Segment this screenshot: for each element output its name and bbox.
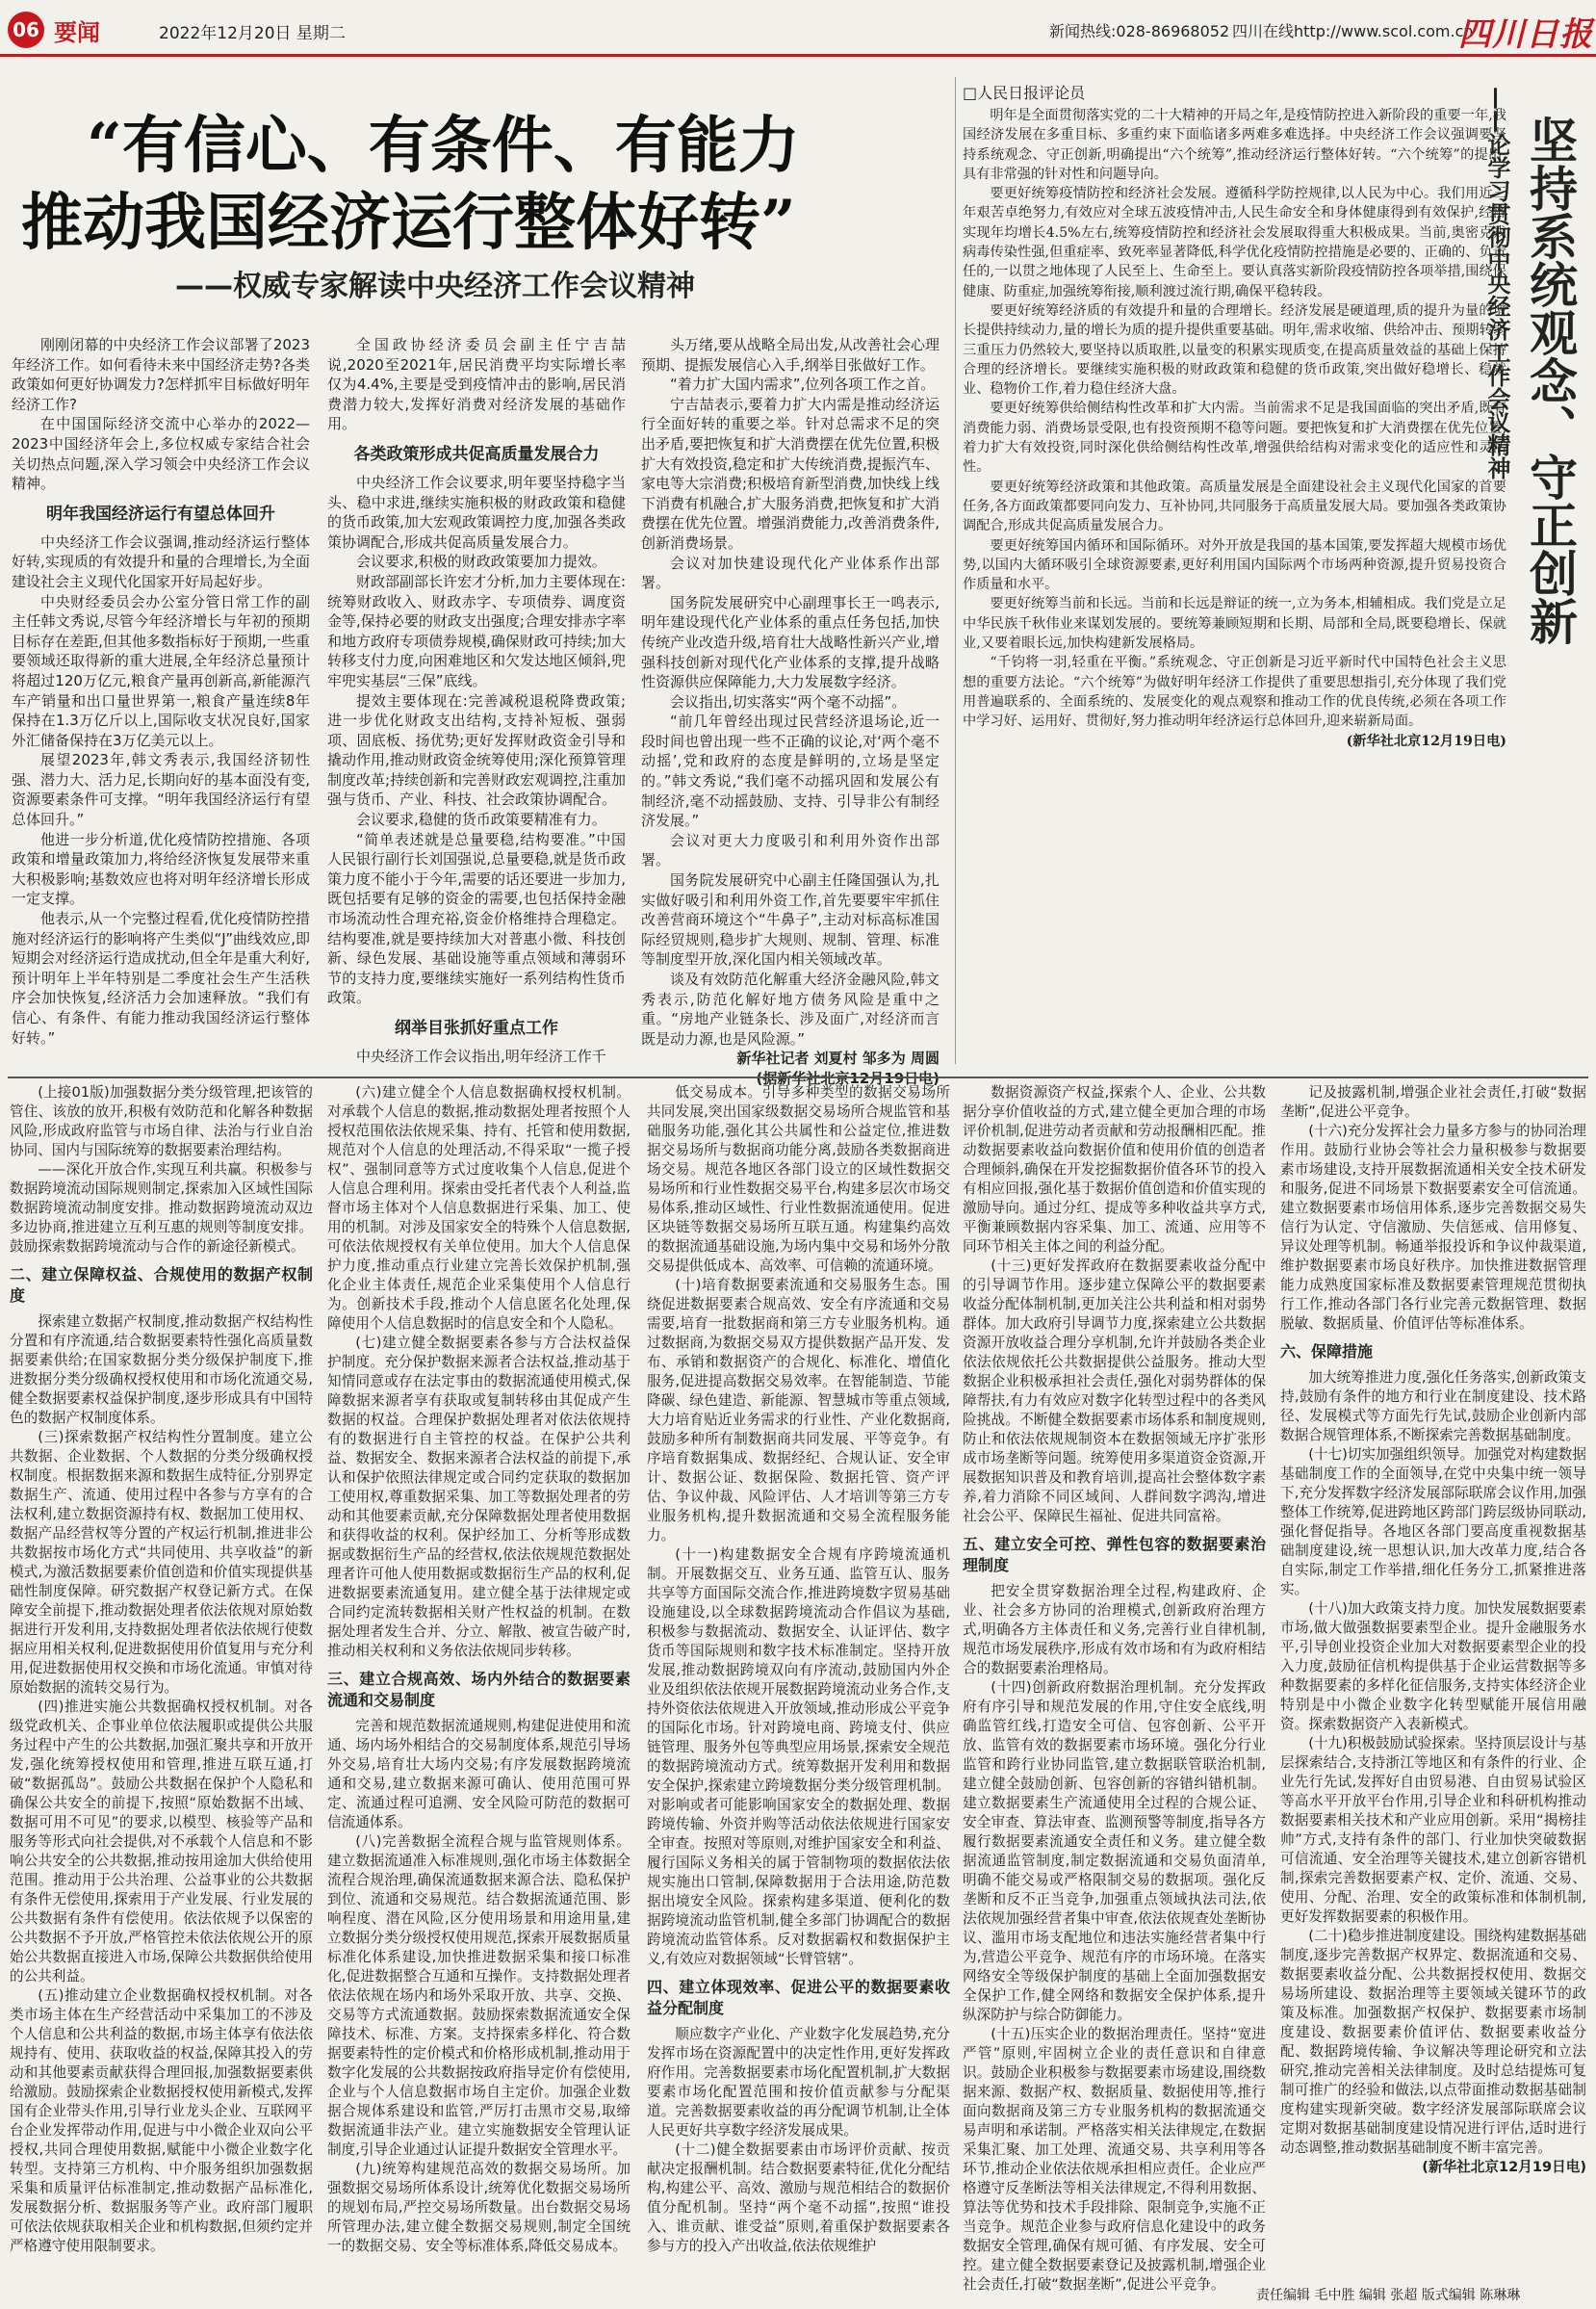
paragraph: 会议要求,积极的财政政策要加力提效。	[356, 553, 606, 571]
paragraph: ——深化开放合作,实现互利共赢。积极参与数据跨境流动国际规则制定,探索加入区域性国际数据跨境流动制度安排。推动数据跨境流动双边多边协商,推进建立互利互惠的规则等制度安排。鼓励探索数据跨境流动与合作的新途径新模式。	[10, 1161, 313, 1255]
section-heading: 五、建立安全可控、弹性包容的数据要素治理制度	[963, 1535, 1266, 1574]
paragraph: (十八)加大政策支持力度。加快发展数据要素市场,做大做强数据要素型企业。提升金融服务水平,引导创业投资企业加大对数据要素型企业的投入力度,鼓励征信机构提供基于企业运营数据等多种数据要素的多样化征信服务,支持实体经济企业特别是中小微企业数字化转型赋能开展信用融资。探索数据资产入表新模式。	[1280, 1600, 1586, 1732]
page-number: 06	[13, 18, 39, 41]
paragraph: “着力扩大国内需求”,位列各项工作之首。	[670, 376, 936, 394]
editor-credits: 责任编辑 毛中胜 编辑 张超 版式编辑 陈琳琳	[1256, 2288, 1521, 2303]
paragraph: 会议要求,稳健的货币政策要精准有力。	[356, 811, 606, 829]
section-heading: 各类政策形成共促高质量发展合力	[353, 444, 600, 464]
paragraph: (九)统筹构建规范高效的数据交易场所。加强数据交易场所体系设计,统筹优化数据交易场所的规划布局,严控交易场所数量。出台数据交易场所管理办法,建立健全数据交易规则,制定全国统一的数据交易、安全等标准体系,降低交易成本。	[327, 2161, 631, 2254]
top-article-column-2	[327, 335, 626, 1072]
paragraph: (七)建立健全数据要素各参与方合法权益保护制度。充分保护数据来源者合法权益,推动基于知情同意或存在法定事由的数据流通使用模式,保障数据来源者享有获取或复制转移由其促成产生数据的权益。合理保护数据处理者对依法依规持有的数据进行自主管控的权益。在保护公共利益、数据安全、数据来源者合法权益的前提下,承认和保护依照法律规定或合同约定获取的数据加工使用权,尊重数据采集、加工等数据处理者的劳动和其他要素贡献,充分保障数据处理者使用数据和获得收益的权利。保护经加工、分析等形成数据或数据衍生产品的经营权,依法依规规范数据处理者许可他人使用数据或数据衍生产品的权利,促进数据要素流通复用。建立健全基于法律规定或合同约定流转数据相关财产性权益的机制。在数据处理者发生合并、分立、解散、被宣告破产时,推动相关权利和义务依法依规同步转移。	[327, 1335, 631, 1659]
paragraph: 他进一步分析道,优化疫情防控措施、各项政策和增量政策加力,将给经济恢复发展带来重大积极影响;基数效应也将对明年经济增长形成一定支撑。	[12, 830, 310, 908]
paragraph: (上接01版)加强数据分类分级管理,把该管的管住、该放的放开,积极有效防范和化解各种数据风险,形成政府监管与市场自律、法治与行业自治协同、国内与国际统筹的数据要素治理结构。	[10, 1084, 313, 1158]
paragraph: 头万绪,要从战略全局出发,从改善社会心理预期、提振发展信心入手,纲举目张做好工作。	[641, 336, 940, 374]
paragraph: 会议指出,切实落实“两个毫不动摇”。	[670, 692, 907, 711]
signature: (新华社北京12月19日电)	[1422, 2159, 1586, 2175]
paragraph: 低交易成本。引导多种类型的数据交易场所共同发展,突出国家级数据交易场所合规监管和基础服务功能,强化其公共属性和公益定位,推进数据交易场所与数据商功能分离,鼓励各类数据商进场交易。规范各地区各部门设立的区域性数据交易场所和行业性数据交易平台,构建多层次市场交易体系,推动区域性、行业性数据流通使用。促进区块链等数据交易场所互联互通。构建集约高效的数据流通基础设施,为场内集中交易和场外分散交易提供低成本、高效率、可信赖的流通环境。	[647, 1084, 950, 1274]
bottom-column-1	[10, 1083, 313, 2282]
section-heading: 明年我国经济运行有望总体回升	[46, 504, 275, 524]
paragraph: (十二)健全数据要素由市场评价贡献、按贡献决定报酬机制。结合数据要素特征,优化分配结构,构建公平、高效、激励与规范相结合的数据价值分配机制。坚持“两个毫不动摇”,按照“谁投入、谁贡献、谁受益”原则,着重保护数据要素各参与方的投入产出收益,依法依规维护	[647, 2141, 950, 2254]
paragraph: (十九)积极鼓励试验探索。坚持顶层设计与基层探索结合,支持浙江等地区和有条件的行业、企业先行先试,发挥好自由贸易港、自由贸易试验区等高水平开放平台作用,引导企业和科研机构推动数据要素相关技术和产业应用创新。采用“揭榜挂帅”方式,支持有条件的部门、行业加快突破数据可信流通、安全治理等关键技术,建立创新容错机制,探索完善数据要素产权、定价、流通、交易、使用、分配、治理、安全的政策标准和体制机制,更好发挥数据要素的积极作用。	[1280, 1735, 1586, 1925]
paragraph: (五)推动建立企业数据确权授权机制。对各类市场主体在生产经营活动中采集加工的不涉及个人信息和公共利益的数据,市场主体享有依法依规持有、使用、获取收益的权益,保障其投入的劳动和其他要素贡献获得合理回报,加强数据要素供给激励。鼓励探索企业数据授权使用新模式,发挥国有企业带头作用,引导行业龙头企业、互联网平台企业发挥带动作用,促进与中小微企业双向公平授权,共同合理使用数据,赋能中小微企业数字化转型。支持第三方机构、中介服务组织加强数据采集和质量评估标准制定,推动数据产品标准化,发展数据分析、数据服务等产业。政府部门履职可依法依规获取相关企业和机构数据,但须约定并严格遵守使用限制要求。	[10, 1987, 313, 2254]
paragraph: 在中国国际经济交流中心举办的2022—2023中国经济年会上,多位权威专家结合社会关切热点问题,深入学习领会中央经济工作会议精神。	[12, 415, 310, 493]
commentary-credit: (新华社北京12月19日电)	[1346, 733, 1506, 749]
commentary-byline: □人民日报评论员	[963, 84, 1086, 102]
paragraph: (十七)切实加强组织领导。加强党对构建数据基础制度工作的全面领导,在党中央集中统一领导下,充分发挥数字经济发展部际联席会议作用,加强整体工作统筹,促进跨地区跨部门跨层级协同联动,强化督促指导。各地区各部门要高度重视数据基础制度建设,统一思想认识,加大改革力度,结合各自实际,制定工作举措,细化任务分工,抓紧推进落实。	[1280, 1446, 1586, 1597]
commentary-paragraph: 要更好统筹供给侧结构性改革和扩大内需。当前需求不足是我国面临的突出矛盾,既有消费能力弱、消费场景受限,也有投资预期不稳等问题。要把恢复和扩大消费摆在优先位置,着力扩大有效投资,同时深化供给侧结构性改革,增强供给结构对需求变化的适应性和灵活性。	[963, 401, 1506, 476]
commentary-paragraph: 要更好统筹经济政策和其他政策。高质量发展是全面建设社会主义现代化国家的首要任务,各方面政策都要同向发力、互补协同,共同服务于高质量发展大局。要加强各类政策协调配合,形成共促高质量发展合力。	[963, 479, 1506, 534]
header-rule	[0, 54, 1596, 57]
paragraph: 中央财经委员会办公室分管日常工作的副主任韩文秀说,尽管今年经济增长与年初的预期目标存在差距,但其他多数指标好于预期,一些重要领域还取得新的重大进展,全年经济总量预计将超过120万亿元,粮食产量再创新高,新能源汽车产销量和出口量世界第一,粮食产量连续8年保持在1.3万亿斤以上,国际收支状况良好,国家外汇储备保持在3万亿美元以上。	[12, 592, 310, 749]
section-heading: 三、建立合规高效、场内外结合的数据要素流通和交易制度	[327, 1670, 631, 1709]
section-heading: 二、建立保障权益、合规使用的数据产权制度	[10, 1265, 313, 1305]
section-heading: 六、保障措施	[1280, 1342, 1374, 1361]
commentary-paragraph: 明年是全面贯彻落实党的二十大精神的开局之年,是疫情防控进入新阶段的重要一年,我国经济发展在多重目标、多重约束下面临诸多两难多难选择。中央经济工作会议强调要坚持系统观念、守正创新,明确提出“六个统筹”,推动经济运行整体好转。“六个统筹”的提出,具有非常强的针对性和问题导向。	[963, 108, 1506, 182]
paragraph: (八)完善数据全流程合规与监管规则体系。建立数据流通准入标准规则,强化市场主体数据全流程合规治理,确保流通数据来源合法、隐私保护到位、流通和交易规范。结合数据流通范围、影响程度、潜在风险,区分使用场景和用途用量,建立数据分类分级授权使用规范,探索开展数据质量标准化体系建设,加快推进数据采集和接口标准化,促进数据整合互通和互操作。支持数据处理者依法依规在场内和场外采取开放、共享、交换、交易等方式流通数据。鼓励探索数据流通安全保障技术、标准、方案。支持探索多样化、符合数据要素特性的定价模式和价格形成机制,推动用于数字化发展的公共数据按政府指导定价有偿使用,企业与个人信息数据市场自主定价。加强企业数据合规体系建设和监管,严厉打击黑市交易,取缔数据流通非法产业。建立实施数据安全管理认证制度,引导企业通过认证提升数据安全管理水平。	[327, 1833, 631, 2158]
paragraph: 数据资源资产权益,探索个人、企业、公共数据分享价值收益的方式,建立健全更加合理的市场评价机制,促进劳动者贡献和劳动报酬相匹配。推动数据要素收益向数据价值和使用价值的创造者合理倾斜,确保在开发挖掘数据价值各环节的投入有相应回报,强化基于数据价值创造和价值实现的激励导向。通过分红、提成等多种收益共享方式,平衡兼顾数据内容采集、加工、流通、应用等不同环节相关主体之间的利益分配。	[963, 1084, 1266, 1255]
commentary-paragraph: 要更好统筹国内循环和国际循环。对外开放是我国的基本国策,要发挥超大规模市场优势,以国内大循环吸引全球资源要素,更好利用国内国际两个市场两种资源,提升贸易投资合作质量和水平。	[963, 537, 1506, 593]
website: 四川在线http://www.scol.com.cn	[1232, 22, 1474, 40]
paragraph: (十)培育数据要素流通和交易服务生态。围绕促进数据要素合规高效、安全有序流通和交易需要,培育一批数据商和第三方专业服务机构。通过数据商,为数据交易双方提供数据产品开发、发布、承销和数据资产的合规化、标准化、增值化服务,促进提高数据交易效率。在智能制造、节能降碳、绿色建造、新能源、智慧城市等重点领域,大力培育贴近业务需求的行业性、产业化数据商,鼓励多种所有制数据商共同发展、平等竞争。有序培育数据集成、数据经纪、合规认证、安全审计、数据公证、数据保险、数据托管、资产评估、争议仲裁、风险评估、人才培训等第三方专业服务机构,提升数据流通和交易全流程服务能力。	[647, 1277, 950, 1544]
paragraph: (十四)创新政府数据治理机制。充分发挥政府有序引导和规范发展的作用,守住安全底线,明确监管红线,打造安全可信、包容创新、公平开放、监管有效的数据要素市场环境。强化分行业监管和跨行业协同监管,建立数据联管联治机制,建立健全鼓励创新、包容创新的容错纠错机制。建立数据要素生产流通使用全过程的合规公证、安全审查、算法审查、监测预警等制度,指导各方履行数据要素流通安全责任和义务。建立健全数据流通监管制度,制定数据流通和交易负面清单,明确不能交易或严格限制交易的数据项。强化反垄断和反不正当竞争,加强重点领域执法司法,依法依规加强经营者集中审查,依法依规查处垄断协议、滥用市场支配地位和违法实施经营者集中行为,营造公平竞争、规范有序的市场环境。在落实网络安全等级保护制度的基础上全面加强数据安全保护工作,健全网络和数据安全保护体系,提升纵深防护与综合防御能力。	[963, 1679, 1266, 2023]
bottom-column-2	[327, 1083, 631, 2282]
paragraph: “简单表述就是总量要稳,结构要准。”中国人民银行副行长刘国强说,总量要稳,就是货币政策力度不能小于今年,需要的话还要进一步加力,既包括要有足够的资金的需要,也包括保持金融市场流动性合理充裕,资金价格维持合理稳定。结构要准,就是要持续加大对普惠小微、科技创新、绿色发展、基础设施等重点领域和薄弱环节的支持力度,要继续实施好一系列结构性货币政策。	[327, 830, 626, 1007]
paragraph: “前几年曾经出现过民营经济退场论,近一段时间也曾出现一些不正确的议论,对‘两个毫不动摇’,党和政府的态度是鲜明的,立场是坚定的。”韩文秀说,“我们毫不动摇巩固和发展公有制经济,毫不动摇鼓励、支持、引导非公有制经济发展。”	[641, 713, 940, 830]
paragraph: 国务院发展研究中心副理事长王一鸣表示,明年建设现代化产业体系的重点任务包括,加快传统产业改造升级,培育壮大战略性新兴产业,增强科技创新对现代化产业体系的支撑,提升战略性资源供应保障能力,大力发展数字经济。	[641, 593, 940, 691]
paragraph: 会议对更大力度吸引和利用外资作出部署。	[641, 831, 940, 869]
paragraph: (十五)压实企业的数据治理责任。坚持“宽进严管”原则,牢固树立企业的责任意识和自律意识。鼓励企业积极参与数据要素市场建设,围绕数据来源、数据产权、数据质量、数据使用等,推行面向数据商及第三方专业服务机构的数据流通交易声明和承诺制。严格落实相关法律规定,在数据采集汇聚、加工处理、流通交易、共享利用等各环节,推动企业依法依规承担相应责任。企业应严格遵守反垄断法等相关法律规定,不得利用数据、算法等优势和技术手段排除、限制竞争,实施不正当竞争。规范企业参与政府信息化建设中的政务数据安全管理,确保有规可循、有序发展、安全可控。建立健全数据要素登记及披露机制,增强企业社会责任,打破“数据垄断”,促进公平竞争。	[963, 2026, 1266, 2293]
section-name: 要闻	[54, 19, 100, 46]
commentary-title: 坚持系统观念、守正创新	[1522, 116, 1579, 645]
bottom-column-4	[963, 1083, 1266, 2293]
paragraph: (十一)构建数据安全合规有序跨境流通机制。开展数据交互、业务互通、监管互认、服务共享等方面国际交流合作,推进跨境数字贸易基础设施建设,以全球数据跨境流动合作倡议为基础,积极参与数据流动、数据安全、认证评估、数字货币等国际规则和数字技术标准制定。坚持开放发展,推动数据跨境双向有序流动,鼓励国内外企业及组织依法依规开展数据跨境流动业务合作,支持外资依法依规进入开放领域,推动形成公平竞争的国际化市场。针对跨境电商、跨境支付、供应链管理、服务外包等典型应用场景,探索安全规范的数据跨境流动方式。统筹数据开发利用和数据安全保护,探索建立跨境数据分类分级管理机制。对影响或者可能影响国家安全的数据处理、数据跨境传输、外资并购等活动依法依规进行国家安全审查。按照对等原则,对维护国家安全和利益、履行国际义务相关的属于管制物项的数据依法依规实施出口管制,保障数据用于合法用途,防范数据出境安全风险。探索构建多渠道、便利化的数据跨境流动监管机制,健全多部门协调配合的数据跨境流动监管体系。反对数据霸权和数据保护主义,有效应对数据领域“长臂管辖”。	[647, 1546, 950, 1967]
commentary-paragraph: 要更好统筹经济质的有效提升和量的合理增长。经济发展是硬道理,质的提升为量的增长提供持续动力,量的增长为质的提升提供重要基础。明年,需求收缩、供给冲击、预期转弱三重压力仍然较大,要坚持以质取胜,以量变的积累实现质变,在提高质量效益的基础上保持合理的经济增长。要继续实施积极的财政政策和稳健的货币政策,突出做好稳增长、稳就业、稳物价工作,着力稳住经济大盘。	[963, 302, 1506, 398]
section-rule	[8, 1077, 1588, 1078]
paragraph: (六)建立健全个人信息数据确权授权机制。对承载个人信息的数据,推动数据处理者按照个人授权范围依法依规采集、持有、托管和使用数据,规范对个人信息的处理活动,不得采取“一揽子授权”、强制同意等方式过度收集个人信息,促进个人信息合理利用。探索由受托者代表个人利益,监督市场主体对个人信息数据进行采集、加工、使用的机制。对涉及国家安全的特殊个人信息数据,可依法依规授权有关单位使用。加大个人信息保护力度,推动重点行业建立完善长效保护机制,强化企业主体责任,规范企业采集使用个人信息行为。创新技术手段,推动个人信息匿名化处理,保障使用个人信息数据时的信息安全和个人隐私。	[327, 1084, 631, 1332]
paragraph: 记及披露机制,增强企业社会责任,打破“数据垄断”,促进公平竞争。	[1280, 1084, 1586, 1120]
paragraph: (四)推进实施公共数据确权授权机制。对各级党政机关、企事业单位依法履职或提供公共服务过程中产生的公共数据,加强汇聚共享和开放开发,强化统筹授权使用和管理,推进互联互通,打破“数据孤岛”。鼓励公共数据在保护个人隐私和确保公共安全的前提下,按照“原始数据不出域、数据可用不可见”的要求,以模型、核验等产品和服务等形式向社会提供,对不承载个人信息和不影响公共安全的公共数据,推动按用途加大供给使用范围。推动用于公共治理、公益事业的公共数据有条件无偿使用,探索用于产业发展、行业发展的公共数据有条件有偿使用。依法依规予以保密的公共数据不予开放,严格管控未依法依规公开的原始公共数据直接进入市场,保障公共数据供给使用的公共利益。	[10, 1699, 313, 1985]
paragraph: 宁吉喆表示,要着力扩大内需是推动经济运行全面好转的重要之举。针对总需求不足的突出矛盾,要把恢复和扩大消费摆在优先位置,积极扩大有效投资,稳定和扩大传统消费,提振汽车、家电等大宗消费;积极培育新型消费,加快线上线下消费有机融合,扩大服务消费,把恢复和扩大消费摆在优先位置。增强消费能力,改善消费条件,创新消费场景。	[641, 395, 940, 552]
paragraph: 中央经济工作会议指出,明年经济工作千	[356, 1048, 606, 1065]
paragraph: (十六)充分发挥社会力量多方参与的协同治理作用。鼓励行业协会等社会力量积极参与数据要素市场建设,支持开展数据流通相关安全技术研发和服务,促进不同场景下数据要素安全可信流通。建立数据要素市场信用体系,逐步完善数据交易失信行为认定、守信激励、失信惩戒、信用修复、异议处理等机制。畅通举报投诉和争议仲裁渠道,维护数据要素市场良好秩序。加快推进数据管理能力成熟度国家标准及数据要素管理规范贯彻执行工作,推动各部门各行业完善元数据管理、数据脱敏、数据质量、价值评估等标准体系。	[1280, 1123, 1586, 1332]
signature: 新华社记者 刘夏村 邹多为 周圆	[736, 1050, 940, 1068]
section-heading: 四、建立体现效率、促进公平的数据要素收益分配制度	[647, 1978, 950, 2017]
paragraph: 中央经济工作会议强调,推动经济运行整体好转,实现质的有效提升和量的合理增长,为全面建设社会主义现代化国家开好局起好步。	[12, 532, 310, 590]
paragraph: 把安全贯穿数据治理全过程,构建政府、企业、社会多方协同的治理模式,创新政府治理方式,明确各方主体责任和义务,完善行业自律机制,规范市场发展秩序,形成有效市场和有为政府相结合的数据要素治理格局。	[963, 1583, 1266, 1676]
news-hotline: 新闻热线:028-86968052	[1049, 22, 1230, 40]
headline-line-2: 推动我国经济运行整体好转”	[21, 187, 796, 259]
newspaper-logo: 四川日报	[1458, 15, 1593, 54]
paragraph: 中央经济工作会议要求,明年要坚持稳字当头、稳中求进,继续实施积极的财政政策和稳健的货币政策,加大宏观政策调控力度,加强各类政策协调配合,形成共促高质量发展合力。	[327, 473, 626, 551]
paragraph: 他表示,从一个完整过程看,优化疫情防控措施对经济运行的影响将产生类似“J”曲线效应,即短期会对经济运行造成扰动,但全年是重大利好,预计明年上半年特别是二季度社会生产生活秩序会加快恢复,经济活力会加速释放。“我们有信心、有条件、有能力推动我国经济运行整体好转。”	[12, 910, 310, 1047]
section-heading: 纲举目张抓好重点工作	[395, 1019, 558, 1038]
column-divider	[955, 77, 956, 1064]
bottom-column-3	[647, 1083, 950, 2282]
paragraph: 提效主要体现在:完善减税退税降费政策;进一步优化财政支出结构,支持补短板、强弱项、固底板、扬优势;更好发挥财政资金引导和撬动作用,推动财政资金统筹使用;深化预算管理制度改革;持续创新和完善财政宏观调控,注重加强与货币、产业、科技、社会政策协调配合。	[327, 691, 626, 809]
commentary-body	[963, 106, 1506, 1069]
paragraph: 全国政协经济委员会副主任宁吉喆说,2020至2021年,居民消费平均实际增长率仅为4.4%,主要是受到疫情冲击的影响,居民消费潜力较大,发挥好消费对经济发展的基础作用。	[327, 336, 626, 433]
paragraph: (十三)更好发挥政府在数据要素收益分配中的引导调节作用。逐步建立保障公平的数据要素收益分配体制机制,更加关注公共利益和相对弱势群体。加大政府引导调节力度,探索建立公共数据资源开放收益合理分享机制,允许并鼓励各类企业依法依规依托公共数据提供公益服务。推动大型数据企业积极承担社会责任,强化对弱势群体的保障帮扶,有力有效应对数字化转型过程中的各类风险挑战。不断健全数据要素市场体系和制度规则,防止和依法依规规制资本在数据领域无序扩张形成市场垄断等问题。统筹使用多渠道资金资源,开展数据知识普及和教育培训,提高社会整体数字素养,着力消除不同区域间、人群间数字鸿沟,增进社会公平、保障民生福祉、促进共同富裕。	[963, 1258, 1266, 1524]
paragraph: 刚刚闭幕的中央经济工作会议部署了2023年经济工作。如何看待未来中国经济走势?各类政策如何更好协调发力?怎样抓牢目标做好明年经济工作?	[12, 336, 310, 413]
paragraph: 谈及有效防范化解重大经济金融风险,韩文秀表示,防范化解好地方债务风险是重中之重。“房地产业链条长、涉及面广,对经济而言既是动力源,也是风险源。”	[641, 971, 940, 1048]
paragraph: 国务院发展研究中心副主任隆国强认为,扎实做好吸引和利用外资工作,首先要要牢牢抓住改善营商环境这个“牛鼻子”,主动对标高标准国际经贸规则,稳步扩大规则、规制、管理、标准等制度型开放,深化国内相关领域改革。	[641, 871, 940, 969]
paragraph: 探索建立数据产权制度,推动数据产权结构性分置和有序流通,结合数据要素特性强化高质量数据要素供给;在国家数据分类分级保护制度下,推进数据分类分级确权授权使用和市场化流通交易,健全数据要素权益保护制度,逐步形成具有中国特色的数据产权制度体系。	[10, 1313, 313, 1426]
page-header	[0, 0, 1596, 58]
paragraph: (三)探索数据产权结构性分置制度。建立公共数据、企业数据、个人数据的分类分级确权授权制度。根据数据来源和数据生成特征,分别界定数据生产、流通、使用过程中各参与方享有的合法权利,建立数据资源持有权、数据加工使用权、数据产品经营权等分置的产权运行机制,推进非公共数据按市场化方式“共同使用、共享收益”的新模式,为激活数据要素价值创造和价值实现提供基础性制度保障。研究数据产权登记新方式。在保障安全前提下,推动数据处理者依法依规对原始数据进行开发利用,支持数据处理者依法依规行使数据应用相关权利,促进数据使用价值复用与充分利用,促进数据使用权交换和市场化流通。审慎对待原始数据的流转交易行为。	[10, 1429, 313, 1696]
commentary-subtitle: ——论学习贯彻中央经济工作会议精神	[1483, 87, 1510, 480]
issue-date: 2022年12月20日 星期二	[159, 24, 346, 43]
paragraph: 加大统筹推进力度,强化任务落实,创新政策支持,鼓励有条件的地方和行业在制度建设、技术路径、发展模式等方面先行先试,鼓励企业创新内部数据合规管理体系,不断探索完善数据基础制度。	[1280, 1369, 1586, 1443]
top-article-column-1	[12, 335, 310, 1072]
commentary-paragraph: “千钧将一羽,轻重在平衡。”系统观念、守正创新是习近平新时代中国特色社会主义思想的重要方法论。“六个统筹”为做好明年经济工作提供了重要思想指引,充分体现了我们党用普遍联系的、全面系统的、发展变化的观点观察和推动工作的优良传统,必须在各项工作中学习好、运用好、贯彻好,努力推动明年经济运行总体回升,迎来崭新局面。	[963, 655, 1506, 730]
paragraph: 财政部副部长许宏才分析,加力主要体现在:统筹财政收入、财政赤字、专项债券、调度资金等,保持必要的财政支出强度;合理安排赤字率和地方政府专项债券规模,确保财政可持续;加大转移支付力度,向困难地区和欠发达地区倾斜,兜牢兜实基层“三保”底线。	[327, 572, 626, 689]
commentary-paragraph: 要更好统筹当前和长远。当前和长远是辩证的统一,立为务本,相辅相成。我们党是立足中华民族千秋伟业来谋划发展的。要统筹兼顾短期和长期、局部和全局,既要稳增长、保就业,又要着眼长远,加快构建新发展格局。	[963, 596, 1506, 652]
subheadline: ——权威专家解读中央经济工作会议精神	[175, 270, 695, 303]
paragraph: 展望2023年,韩文秀表示,我国经济韧性强、潜力大、活力足,长期向好的基本面没有变,资源要素条件可支撑。“明年我国经济运行有望总体回升。”	[12, 751, 310, 829]
paragraph: 完善和规范数据流通规则,构建促进使用和流通、场内场外相结合的交易制度体系,规范引导场外交易,培育壮大场内交易;有序发展数据跨境流通和交易,建立数据来源可确认、使用范围可界定、流通过程可追溯、安全风险可防范的数据可信流通体系。	[327, 1718, 631, 1830]
bottom-column-5	[1280, 1083, 1586, 2282]
headline-line-1: “有信心、有条件、有能力	[87, 110, 800, 182]
paragraph: 顺应数字产业化、产业数字化发展趋势,充分发挥市场在资源配置中的决定性作用,更好发挥政府作用。完善数据要素市场化配置机制,扩大数据要素市场化配置范围和按价值贡献参与分配渠道。完善数据要素收益的再分配调节机制,让全体人民更好共享数字经济发展成果。	[647, 2026, 950, 2139]
commentary-paragraph: 要更好统筹疫情防控和经济社会发展。遵循科学防控规律,以人民为中心。我们用近三年艰苦卓绝努力,有效应对全球五波疫情冲击,人民生命安全和身体健康得到有效保护,经济实现年均增长4.5%左右,统筹疫情防控和经济社会发展取得重大积极成果。当前,奥密克戎病毒传染性强,但重症率、致死率显著降低,科学优化疫情防控措施是必要的、正确的、负责任的,一以贯之地体现了人民至上、生命至上。要认真落实新阶段疫情防控各项举措,围绕保健康、防重症,加强统筹衔接,顺利渡过流行期,确保平稳转段。	[963, 186, 1506, 299]
paragraph: 会议对加快建设现代化产业体系作出部署。	[641, 554, 940, 592]
paragraph: (二十)稳步推进制度建设。围绕构建数据基础制度,逐步完善数据产权界定、数据流通和交易、数据要素收益分配、公共数据授权使用、数据交易场所建设、数据治理等主要领域关键环节的政策及标准。加强数据产权保护、数据要素市场制度建设、数据要素价值评估、数据要素收益分配、数据跨境传输、争议解决等理论研究和立法研究,推动完善相关法律制度。及时总结提炼可复制可推广的经验和做法,以点带面推动数据基础制度构建实现新突破。数字经济发展部际联席会议定期对数据基础制度建设情况进行评估,适时进行动态调整,推动数据基础制度不断丰富完善。	[1280, 1928, 1586, 2156]
top-article-column-3	[641, 335, 940, 1072]
